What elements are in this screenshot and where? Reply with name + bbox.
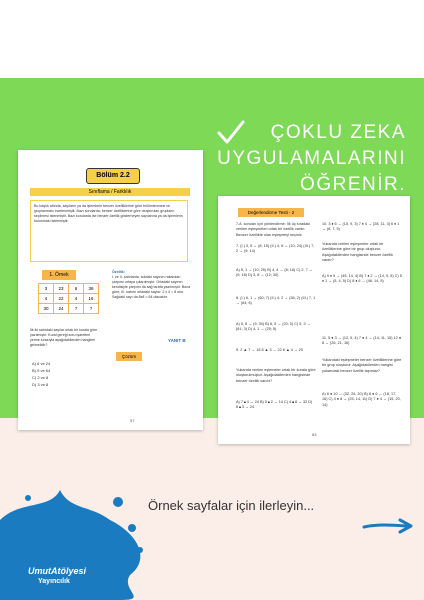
question-9: 9. 2 ▲ 7 → 18 8 ▲ 3 → 22 6 ▲ 4 → 20 bbox=[236, 348, 303, 352]
footer-text: Örnek sayfalar için ilerleyin... bbox=[148, 498, 315, 513]
left-book-page bbox=[18, 150, 203, 430]
question-10: 10. 3 ♦ 6 → (15, 9, 3) 7 ♦ 4 → (28, 11, 3) 6 ♦ 1 → (6, 7, 5) bbox=[322, 222, 400, 232]
logo-name: UmutAtölyesi bbox=[28, 566, 87, 576]
headline-line-2: UYGULAMALARINI bbox=[217, 148, 406, 169]
question-7-options: A) 5, 1 → (10; 25) B) 4, 4 → (8; 16) C) 2, 7 → (9; 18) D) 3, 8 → (12; 30) bbox=[236, 268, 313, 278]
example-options bbox=[32, 360, 92, 388]
option: A) 6 ve 24 bbox=[32, 361, 51, 366]
grid-cell: 36 bbox=[84, 284, 99, 294]
option: C) 2 ve 8 bbox=[32, 375, 49, 380]
solution-tag: Çözüm bbox=[116, 352, 142, 361]
question-11: 11. 5 ● 3 → (12, 9, 4) 7 ● 4 → (14, 11, 15) 12 ● 8 → (26, 21, 16) bbox=[322, 336, 402, 346]
page-number: 57 bbox=[130, 418, 135, 423]
chapter-tag: Bölüm 2.2 bbox=[86, 168, 140, 184]
test-tag: Değerlendirme Testi - 2 bbox=[238, 208, 304, 217]
grid-cell: ? bbox=[84, 304, 99, 314]
intro-box: Bu başlık altında, sayıların ya da işlemlerin benzer özelliklerine göre bölümlenmesi ve gruplanması incelenmiştir. Bazı sorularda; benzer özelliklerine göre oluşturulan grupların seçilmesi istenmiştir. Bazı sorularda ise benzer özellik gösterneyen sayılarına ya da işlemlerin bulunması istenmiştir. bbox=[30, 200, 188, 262]
grid-cell: 16 bbox=[84, 294, 99, 304]
headline bbox=[216, 120, 406, 198]
example-tag: 1. Örnek bbox=[42, 270, 76, 280]
grid-cell: 30 bbox=[39, 304, 54, 314]
question-10-text: Yukarıda verilen eşleşmeler ortak bir özelliklerine göre bir grup oluşturur. Aşağıdakilerden hangisinde benzer özellik vardır? bbox=[322, 242, 393, 262]
paint-splash-logo bbox=[0, 480, 150, 600]
top-band bbox=[0, 0, 424, 78]
solution-title: Özellik: bbox=[112, 270, 125, 274]
page-number: 63 bbox=[312, 432, 317, 437]
question-9-text: Yukarıda verilen eşlemeler ortak bir kurala göre oluşturulmuştur. Aşağıdakilerden hangisinde benzer özellik vardır? bbox=[236, 368, 316, 383]
grid-row bbox=[39, 284, 99, 294]
arrow-right-icon bbox=[362, 518, 414, 534]
grid-cell: 22 bbox=[54, 294, 69, 304]
grid-row bbox=[39, 294, 99, 304]
question-11-options: A) 6 ● 10 → (32, 26, 20) B) 8 ● 6 → (18, 17, 16) C) 4 ● 8 → (25, 14, 11) D) 7 ● 4 → (15, 20, 14) bbox=[322, 392, 401, 407]
headline-line-1: ÇOKLU ZEKA bbox=[270, 122, 406, 143]
answer-tag: YANIT B bbox=[168, 338, 186, 343]
section-bar: Sınıflama / Farklılık bbox=[30, 188, 190, 196]
grid-cell: ? bbox=[69, 304, 84, 314]
example-question: İlk iki satırdaki sayılar ortak bir kurala göre yazılmıştır. Kural gereği soru işaretleri yerine sırasıyla aşağıdakilerden hangileri gelmelidir? bbox=[30, 328, 98, 347]
right-book-page bbox=[218, 196, 410, 444]
grid-cell: 3 bbox=[39, 284, 54, 294]
question-8: 8. (I.) 6, 1 → (60; 7) (II.) 4, 2 → (36; 2) (III.) 7, 1 → (64; 6) bbox=[236, 296, 316, 306]
grid-row bbox=[39, 304, 99, 314]
grid-cell: 4 bbox=[39, 294, 54, 304]
check-icon bbox=[216, 118, 246, 148]
solution-text: I. ve II. satırlarda, soldaki sayının rakamları çarpımı ortaya çıkarılmıştır. Ortadaki sayının kendisiyle çarpımı da sağ tarafa yazılmıştır. Buna göre, III. satırın ortadaki sayısı: 2 x 4 = 8 olur. Sağdaki sayı da 8x8 = 64 olacaktır. bbox=[112, 275, 191, 299]
question-11-text: Yukarıdaki eşleşmeler benzer özelliklerine göre bir grup oluşturur. Aşağıdakilerden hangisi yukarıdaki benzer özellik taşımaz? bbox=[322, 358, 402, 373]
question-9-options: A) 7▲4 → 24 B) 5▲2 → 14 C) 4▲8 → 32 D) 6▲3 → 24 bbox=[236, 400, 313, 410]
grid-cell: 24 bbox=[54, 304, 69, 314]
grid-cell: 4 bbox=[69, 294, 84, 304]
option: B) 9 ve 64 bbox=[32, 368, 51, 373]
grid-cell: 23 bbox=[54, 284, 69, 294]
question-10-options: A) 9 ♦ 5 → (45, 14, 4) B) 7 ♦ 2 → (14, 9, 5) C) 5 ♦ 1 → (5, 4, 5) D) 8 ♦ 6 → (48, 14, 5) bbox=[322, 274, 402, 284]
option: D) 3 ve 8 bbox=[32, 382, 49, 387]
example-grid bbox=[38, 283, 99, 314]
question-block: 7-8. soruları için yönlendirme: İlk üç sıradaki verilen eşleşmeleri ortak bir özellik vardır. Benzer özellikte olan eşleşmeyi seçiniz. bbox=[236, 222, 311, 237]
question-8-options: A) 5, 8 → (9; 30) B) 6, 5 → (20; 0) C) 5, 3 → (81; 3) D) 4, 1 → (25; 5) bbox=[236, 322, 311, 332]
grid-cell: 6 bbox=[69, 284, 84, 294]
headline-line-3: ÖĞRENİR. bbox=[300, 174, 406, 195]
question-7: 7. (I.) 3, 5 → (8; 15) (II.) 4, 6 → (10; 24) (III.) 7, 2 → (9; 14) bbox=[236, 244, 315, 254]
logo-subtitle: Yayıncılık bbox=[38, 578, 70, 585]
solution-column bbox=[112, 270, 192, 300]
